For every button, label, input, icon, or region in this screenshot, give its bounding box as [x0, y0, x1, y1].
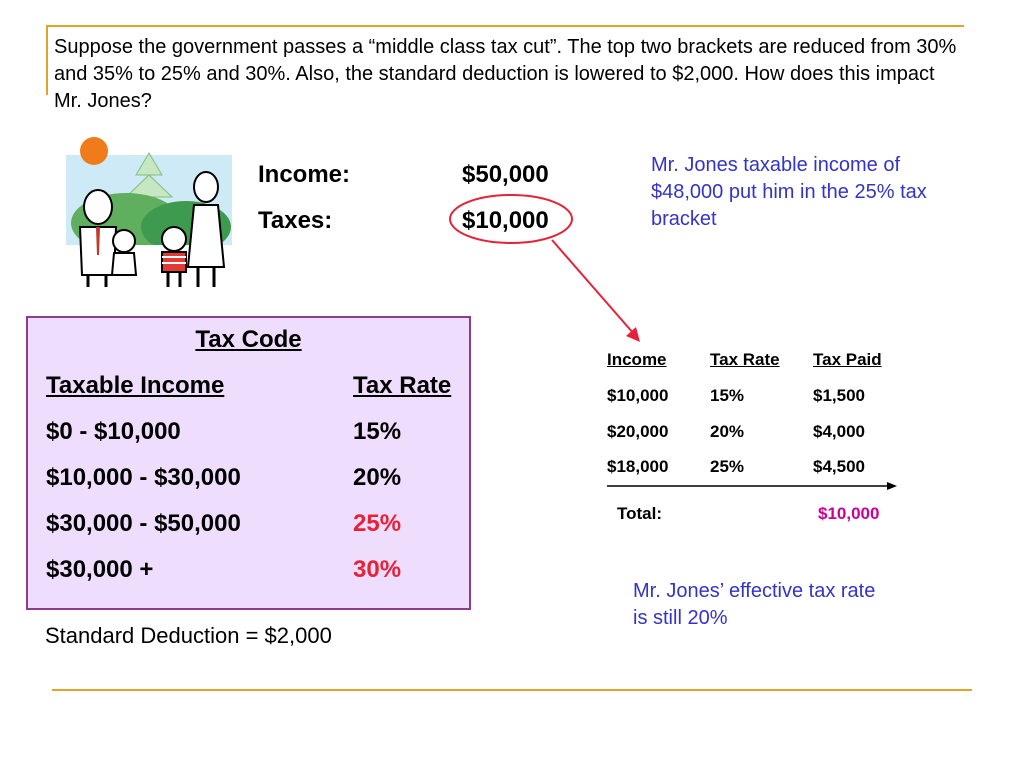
calc-cell: $4,000	[813, 422, 865, 441]
taxes-highlight-circle	[450, 195, 572, 243]
standard-deduction: Standard Deduction = $2,000	[45, 623, 332, 648]
bracket-rate: 20%	[353, 464, 402, 491]
taxes-label: Taxes:	[258, 207, 333, 234]
taxes-value: $10,000	[462, 207, 549, 234]
calc-cell: $20,000	[607, 422, 669, 441]
calc-cell: $1,500	[813, 386, 865, 405]
sum-line-arrowhead	[887, 482, 897, 490]
bracket-range: $30,000 +	[46, 556, 154, 583]
tax-code-title: Tax Code	[195, 326, 302, 353]
taxable-income-header: Taxable Income	[46, 372, 225, 399]
pointer-arrow-line	[552, 240, 634, 334]
calc-cell: $10,000	[607, 386, 669, 405]
tax-rate-header: Tax Rate	[353, 372, 452, 399]
bracket-range: $30,000 - $50,000	[46, 510, 241, 537]
total-value: $10,000	[818, 504, 880, 523]
calc-cell: 25%	[710, 457, 745, 476]
effective-rate-note: Mr. Jones’ effective tax rate is still 20%	[633, 580, 876, 629]
bracket-note: Mr. Jones taxable income of $48,000 put him in the 25% tax bracket	[651, 154, 927, 230]
calc-header-paid: Tax Paid	[813, 350, 882, 369]
question-text: Suppose the government passes a “middle class tax cut”. The top two brackets are reduced from 30% and 35% to 25% and 30%. Also, the standard deduction is lowered to $2,000. How does this impact Mr. Jones?	[54, 36, 957, 112]
calc-cell: $4,500	[813, 457, 865, 476]
bracket-range: $0 - $10,000	[46, 418, 181, 445]
bracket-rate: 15%	[353, 418, 402, 445]
income-value: $50,000	[462, 161, 549, 188]
pointer-arrow-head	[626, 327, 640, 342]
calc-header-income: Income	[607, 350, 667, 369]
income-label: Income:	[258, 161, 351, 188]
bracket-rate-highlight: 30%	[353, 556, 402, 583]
bracket-range: $10,000 - $30,000	[46, 464, 241, 491]
total-label: Total:	[617, 504, 663, 523]
bracket-rate-highlight: 25%	[353, 510, 402, 537]
calc-cell: $18,000	[607, 457, 669, 476]
calc-cell: 15%	[710, 386, 745, 405]
calc-header-rate: Tax Rate	[710, 350, 780, 369]
calc-cell: 20%	[710, 422, 745, 441]
